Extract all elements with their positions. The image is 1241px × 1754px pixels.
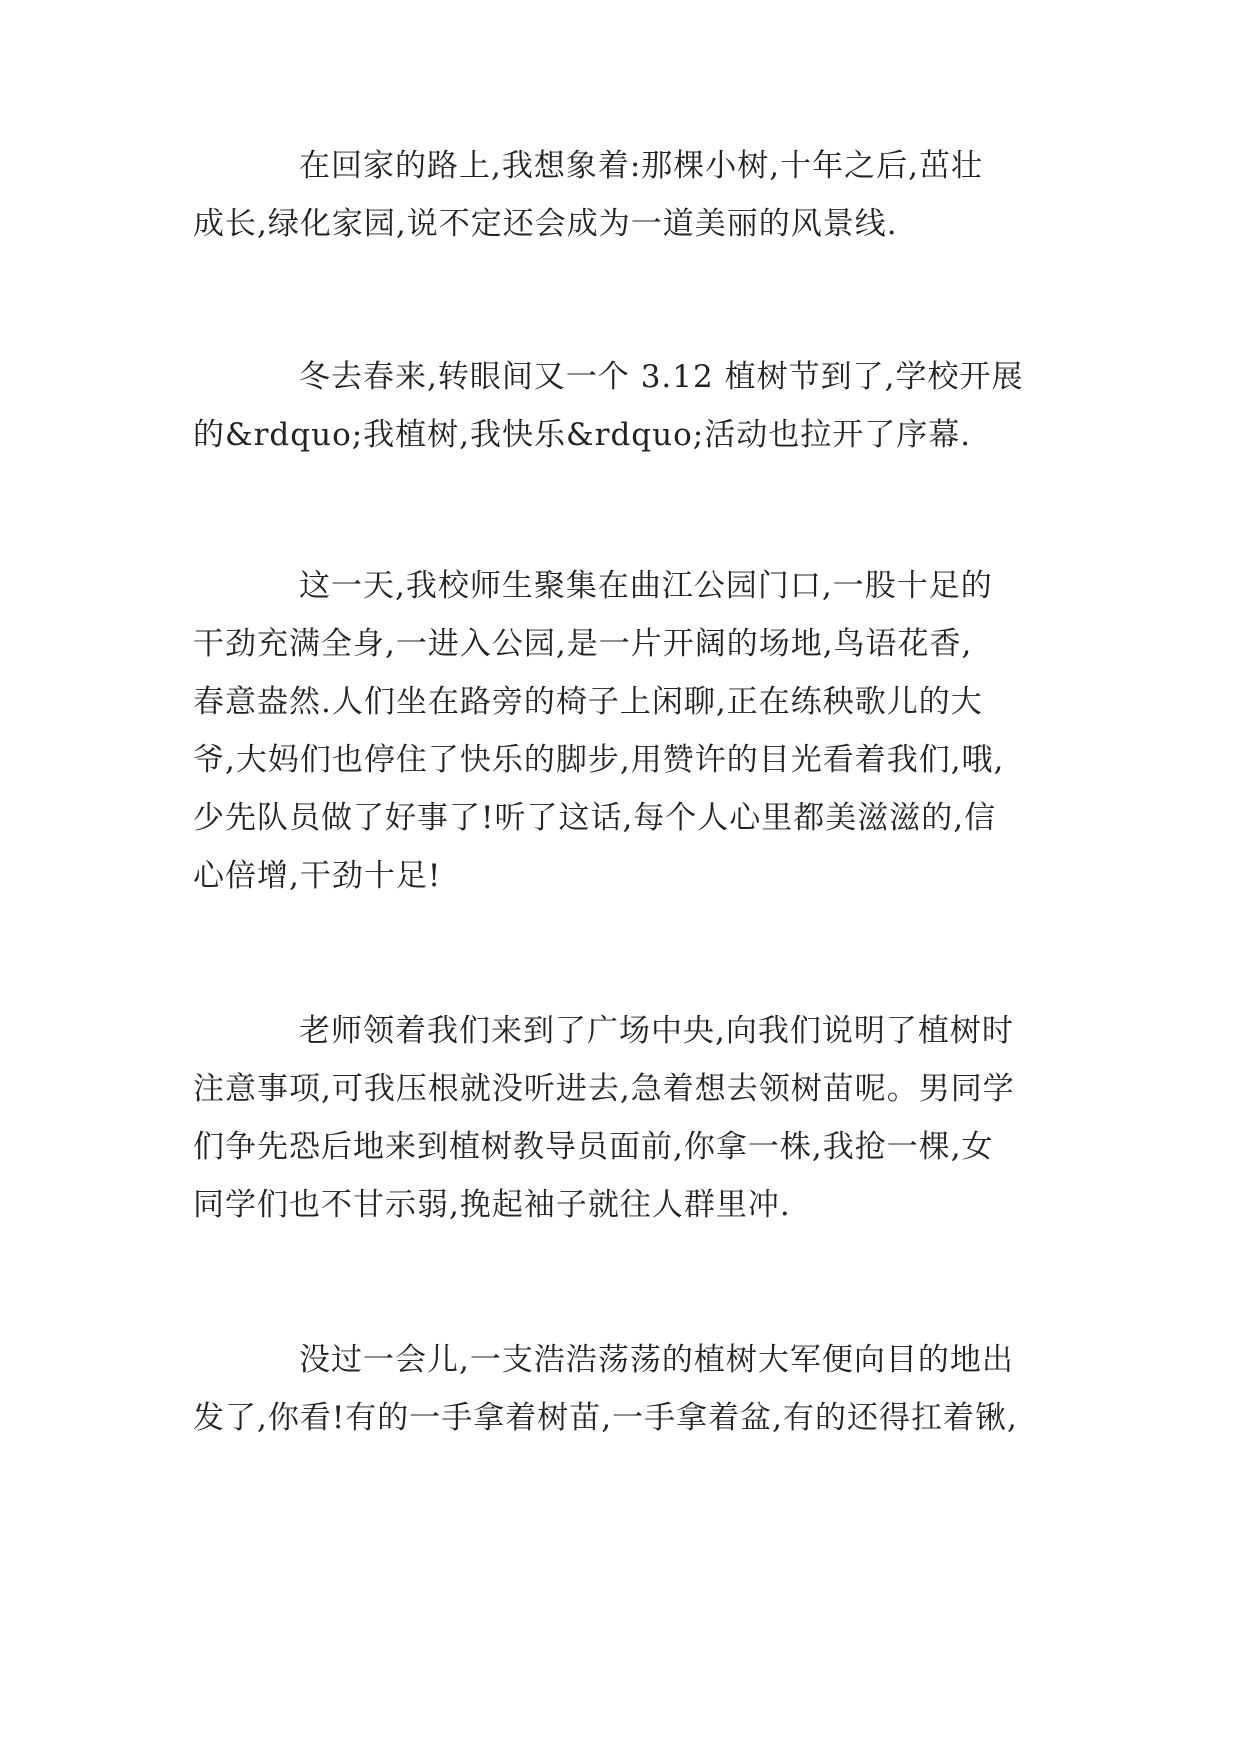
paragraph-line: 少先队员做了好事了!听了这话,每个人心里都美滋滋的,信	[193, 800, 997, 836]
paragraph-2	[193, 348, 1053, 464]
paragraph-line: 同学们也不甘示弱,挽起袖子就往人群里冲.	[193, 1187, 791, 1223]
paragraph-3	[193, 557, 1053, 905]
paragraph-line: 注意事项,可我压根就没听进去,急着想去领树苗呢。男同学	[193, 1071, 1015, 1107]
paragraph-line: 的&rdquo;我植树,我快乐&rdquo;活动也拉开了序幕.	[193, 417, 972, 453]
paragraph-line: 干劲充满全身,一进入公园,是一片开阔的场地,鸟语花香,	[193, 626, 973, 662]
paragraph-line: 这一天,我校师生聚集在曲江公园门口,一股十足的	[299, 568, 993, 604]
paragraph-line: 没过一会儿,一支浩浩荡荡的植树大军便向目的地出	[299, 1342, 1014, 1378]
paragraph-line: 冬去春来,转眼间又一个 3.12 植树节到了,学校开展	[299, 359, 1024, 395]
paragraph-line: 们争先恐后地来到植树教导员面前,你拿一株,我抢一棵,女	[193, 1129, 994, 1165]
paragraph-line: 老师领着我们来到了广场中央,向我们说明了植树时	[299, 1013, 1014, 1049]
paragraph-1	[193, 137, 1053, 253]
paragraph-line: 心倍增,干劲十足!	[193, 858, 442, 894]
paragraph-4	[193, 1002, 1053, 1234]
paragraph-5	[193, 1331, 1053, 1447]
paragraph-line: 爷,大妈们也停住了快乐的脚步,用赞许的目光看着我们,哦,	[193, 742, 1005, 778]
paragraph-line: 成长,绿化家园,说不定还会成为一道美丽的风景线.	[193, 206, 898, 242]
paragraph-line: 在回家的路上,我想象着:那棵小树,十年之后,茁壮	[299, 148, 984, 184]
paragraph-line: 发了,你看!有的一手拿着树苗,一手拿着盆,有的还得扛着锹,	[193, 1400, 1018, 1436]
paragraph-line: 春意盎然.人们坐在路旁的椅子上闲聊,正在练秧歌儿的大	[193, 684, 983, 720]
